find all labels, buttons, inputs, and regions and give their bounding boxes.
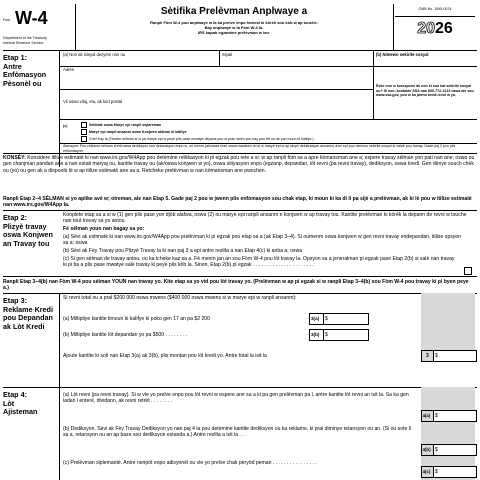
ssn-label: (b) Nimewo sekirite sosyal — [376, 52, 429, 57]
line-4c-input[interactable]: $ — [433, 466, 477, 478]
line-4a-number: 4(a) — [421, 410, 435, 422]
line-3-total-input[interactable]: $ — [433, 350, 477, 362]
city-input[interactable] — [61, 104, 371, 118]
form-prefix: Fòm — [3, 18, 11, 22]
step3-subtitle: Reklame Kredi pou Depandan ak Lòt Kredi — [3, 304, 53, 331]
ssn-input[interactable] — [375, 57, 475, 66]
step3-total-label: Ajoute kantite ki soti nan Etap 3(a) ak 3(b), plis montan pou lòt kredi yo. Antre total la isit la — [63, 353, 267, 359]
ssn-note: Èske non w koresponn ak non ki sou kat sekirite sosyal ou? Si non, kontakte SSA nan 800-772-1213 oswa ale sou www.ssa.gov, pou w ka jwenn kredi revni w yo. — [376, 84, 474, 98]
line-3b-input[interactable]: $ — [323, 329, 369, 341]
line-3b-number: 3(b) — [309, 329, 325, 341]
irs-name: Internal Revenue Service — [3, 41, 44, 45]
step3-intro: Si revni total ou a pral $200 000 oswa mwens ($400 000 oswa mwens si w marye epi w ranpli ansanm): — [63, 295, 297, 301]
step4-title: Etap 4: — [3, 390, 27, 399]
form-w4-page — [3, 0, 477, 480]
line-4c-number: 4(c) — [421, 466, 435, 478]
address-input[interactable] — [61, 72, 371, 88]
first-name-input[interactable] — [61, 57, 217, 66]
omb-number: OMB No. 1545-0074 — [418, 7, 452, 11]
tax-year — [395, 20, 475, 38]
omb-block — [395, 4, 475, 50]
step2-intro: Konplete etap sa a si w (1) gen plis pase yon djòb alafwa, oswa (2) ou marye epi ranpli ansanm e konjwen w ap travay tou. Kantite prelèvman ki kòrèk la depann de revni w touche nan tout travay sa yo antou. — [63, 212, 467, 225]
step3-line-a-label: (a) Miltipliye kantite timoun ki kalifye ki poko gen 17 an pa $2 200 — [63, 316, 210, 322]
step2-heading — [3, 214, 57, 248]
line-3a-input[interactable]: $ — [323, 313, 369, 325]
step2-option-b: (b) Sèvi ak Fèy Travay pou Plizyè Travay la ki nan paj 3 a epi antre rezilta a nan Etap 4(c) ki anba a; oswa — [63, 248, 302, 254]
filing-option-joint[interactable]: Marye epi ranpli ansanm oswa Konjwen aktivan ki kalifye — [81, 129, 186, 135]
form-number: W-4 — [15, 8, 48, 28]
form-title-block — [77, 4, 391, 50]
joint-checkbox[interactable] — [81, 129, 87, 135]
address-label: Adrès — [63, 67, 74, 72]
form-subtitle-2: Bay anplwayè w la Fòm W-4 la. — [204, 25, 264, 30]
last-name-input[interactable] — [221, 57, 371, 66]
line-4b-input[interactable]: $ — [433, 444, 477, 456]
step3-line-b-label: (b) Miltipliye kantite lòt depandan yo pa $500 . . . . . . . . — [63, 332, 187, 338]
single-checkbox[interactable] — [81, 122, 87, 128]
step2-title: Etap 2: — [3, 213, 27, 222]
form-subtitle-3: IRS kapab egzamine prelèvman w lan. — [197, 30, 271, 35]
filing-option-hoh[interactable]: Chef Kay la (Tcheke sèlman si w pa marye epi w peye plis pase mwatye depans pou w pran swen yon kay pou tèt ou ak yon moun ki kalifye.) — [81, 136, 314, 142]
filing-option-single[interactable]: Selibatè oswa Marye epi ranpli separeman — [81, 122, 161, 128]
form-id-block — [3, 6, 73, 52]
hoh-checkbox[interactable] — [81, 136, 87, 142]
step4c-label: (c) Prelèvman siplemantè. Antre nenpòt enpo adisyonèl ou vle yo prelve chak peryòd peman . . . . . . . . . . . . . . . . — [63, 460, 317, 466]
first-name-label: (a) Non ak inisyal dezyèm non ou — [63, 52, 126, 57]
step4-subtitle: Lòt Ajisteman — [3, 398, 38, 417]
city-label: Vil oswa vilaj, eta, ak kòd postal — [63, 99, 123, 104]
step4b-label: (b) Dediksyon. Sèvi ak Fèy Travay Dediksyon yo nan paj 4 la pou detèmine kantite dediksyon ou ka reklame, ki pral diminye retansyon ou an. (Si ou sote li sa a, retansyon ou an ap baze sou dediksyon estanda a.) Antre rezilta a isit la . . . — [63, 426, 411, 439]
line-4a-input[interactable]: $ — [433, 410, 477, 422]
tax-year-prefix: 20 — [417, 20, 435, 37]
line-3-number: 3 — [421, 350, 435, 362]
form-subtitle-1: Ranpli Fòm W-4 pou anplwayè w la ka prelve enpo federal ki kòrèk sou kòb w ap touche. — [150, 20, 318, 25]
step3-heading — [3, 297, 57, 331]
step2-option-c: (c) Si gen sèlman de travay antou, ou ka tcheke kaz sa a. Fè menm jan an sou Fòm W-4 pou lòt travay la. Opsyon sa a jeneralman pi egzak pase Etap 2(b) si salè nan travay ki pi ba a plis pase mwatye salè travay ki peye plis kòb la. Sinon, Etap 2(b) pi egzak . . . . . . . . . . . . . . . . . . . . . . — [63, 256, 455, 269]
two-jobs-checkbox[interactable] — [464, 267, 472, 275]
step4-heading — [3, 391, 57, 417]
department-name: Department of the Treasury — [3, 36, 47, 40]
instruction-steps-3-4b: Ranpli Etap 3–4(b) nan Fòm W-4 pou sèlman YOUN nan travay yo. Kite etap sa yo vid pou lòt travay yo. (Prelèvman w ap pi egzak si w ranpli Etap 3–4(b) sou Fòm W-4 pou travay ki pi byen peye a.) — [3, 279, 469, 292]
line-4b-number: 4(b) — [421, 444, 435, 456]
last-name-label: Siyati — [222, 52, 233, 57]
step1-heading — [3, 54, 57, 88]
step4a-label: (a) Lòt revni (pa revni travay). Si w vle yo prelve enpo pou lòt revni w espere ane sa a ki pa gen prelèvman pa l, antre kantite lòt revni an isit la. Sa ka gen ladan l enterè, dividann, ak revni retrèt . . . . . . . . — [63, 392, 409, 405]
line-3a-number: 3(a) — [309, 313, 325, 325]
step3-title: Etap 3: — [3, 296, 27, 305]
step2-subtitle: Plizyè travay oswa Konjwen an Travay tou — [3, 221, 53, 248]
step2-option-a: (a) Sèvi ak estimatè ki nan www.irs.gov/W4App pou prelèvman ki pi egzak pou etap sa a (ak Etap 3–4). Si oumenm oswa konjwen w gen revni travay endepandan, itilize opsyon sa a; oswa — [63, 234, 462, 247]
step2-one-only: Fè sèlman youn nan bagay sa yo: — [63, 226, 145, 232]
tax-year-suffix: 26 — [435, 20, 453, 37]
step1-subtitle: Antre Enfòmasyon Pèsonèl ou — [3, 61, 47, 88]
form-title: Sètifika Prelèvman Anplwaye a — [160, 6, 308, 17]
instruction-steps-2-4: Ranpli Etap 2–4 SÈLMAN si yo aplike avè w; otreman, ale nan Etap 5. Gade paj 2 pou w jwenn plis enfòmasyon sou chak etap, ki moun ki ka di li pa sijè a prelèvman, ak ki lè pou w itilize estimatè nan www.irs.gov/W4App la. — [3, 196, 472, 209]
konsey-paragraph: KONSÈY: Konsidere itilize estimatè ki nan www.irs.gov/W4App pou detèmine relèkasyon ki pi egzak pou rete a si: w ap ranpli fòm sa a apre kòmansman ane a; espere travay sèlman yon pati nan ane; oswa ou gen chanjman pandan ane a nan estati maryaj ou, kantite travay ou (ak/oswa konjwen w yo), oswa sitiyasyon enpo (egzanp, depandan, lòt revni (pa revni travay), dediksyon, oswa kredi. Gen dènye souch chèk ou (yo) ou gen ak a disponib lè w ap itilize estimatè ane sa a. Retcheke prelèvman w nan kòmansman ane pwochen. — [3, 155, 475, 174]
attention-note: Atansyon: Pou reklame sèlman kredi oswa dediksyon sou dekarasyon enpo w, ou menm (ak/oswa mari oswa madanm ou si w marye epi w ap ranpli deklarasyon ansanm) dwe epi pou nimewo sekirite sosyal ki valab pou travay. Gade paj 2 pou plis enfòmasyon. — [63, 144, 456, 153]
filing-status-letter: (c) — [63, 124, 68, 128]
step1-title: Etap 1: — [3, 53, 27, 62]
